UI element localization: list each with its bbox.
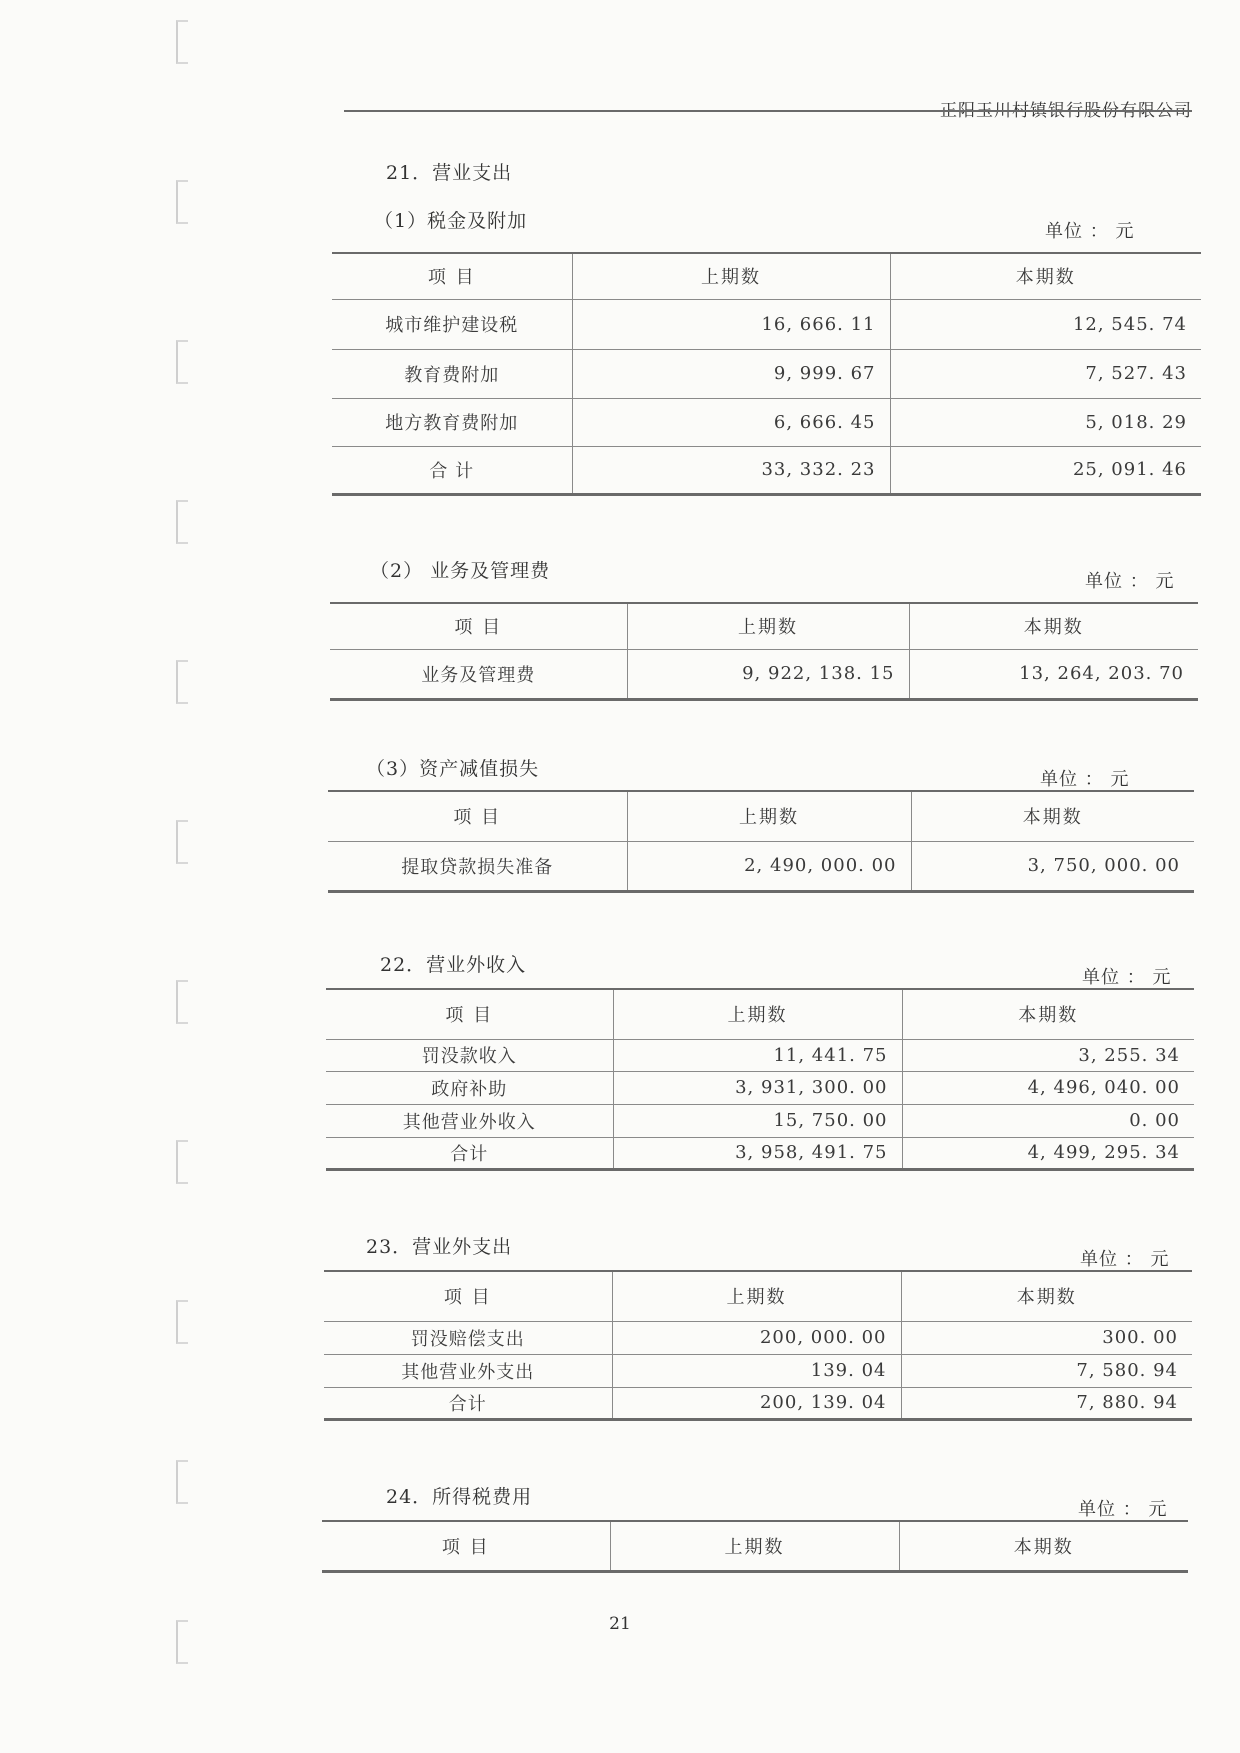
column-header-item: 项 目 <box>328 791 627 841</box>
binding-mark <box>176 1300 188 1344</box>
section-24-title: 24．所得税费用 <box>386 1486 533 1508</box>
column-header-curr: 本期数 <box>899 1521 1188 1571</box>
table-row-total <box>324 1387 1192 1419</box>
unit-label: 单位 ： 元 <box>1040 769 1130 790</box>
column-header-curr: 本期数 <box>909 603 1198 649</box>
section-22-title: 22．营业外收入 <box>380 954 527 976</box>
row-curr: 7, 880. 94 <box>901 1387 1192 1419</box>
binding-mark <box>176 980 188 1024</box>
row-curr: 0. 00 <box>902 1104 1194 1137</box>
row-item: 罚没款收入 <box>326 1039 613 1071</box>
column-header-prev: 上期数 <box>612 1271 901 1321</box>
header-rule <box>344 110 1192 112</box>
column-header-curr: 本期数 <box>911 791 1194 841</box>
binding-mark <box>176 1460 188 1504</box>
row-prev: 139. 04 <box>612 1354 901 1387</box>
table-row <box>326 1071 1194 1104</box>
unit-label: 单位 ： 元 <box>1085 571 1175 592</box>
binding-mark <box>176 340 188 384</box>
section-21-title: 21．营业支出 <box>386 162 513 184</box>
binding-mark <box>176 1140 188 1184</box>
binding-mark <box>176 820 188 864</box>
section-23-title: 23．营业外支出 <box>366 1236 513 1258</box>
business-management-fee-table <box>330 602 1198 701</box>
row-curr: 12, 545. 74 <box>890 299 1201 349</box>
row-prev: 9, 999. 67 <box>572 349 890 398</box>
row-prev: 3, 931, 300. 00 <box>613 1071 902 1104</box>
asset-impairment-loss-table <box>328 790 1194 893</box>
column-header-prev: 上期数 <box>572 253 890 299</box>
row-curr: 7, 527. 43 <box>890 349 1201 398</box>
column-header-item: 项 目 <box>322 1521 610 1571</box>
table-row-total <box>332 446 1201 494</box>
table-row <box>330 649 1198 699</box>
binding-mark <box>176 180 188 224</box>
row-curr: 4, 499, 295. 34 <box>902 1137 1194 1169</box>
row-prev: 11, 441. 75 <box>613 1039 902 1071</box>
page-number: 21 <box>609 1614 631 1634</box>
section-21-1-title: （1）税金及附加 <box>374 210 528 232</box>
row-curr: 13, 264, 203. 70 <box>909 649 1198 699</box>
row-prev: 15, 750. 00 <box>613 1104 902 1137</box>
row-item: 合计 <box>324 1387 612 1419</box>
income-tax-expense-table <box>322 1520 1188 1573</box>
column-header-prev: 上期数 <box>610 1521 899 1571</box>
non-operating-income-table <box>326 988 1194 1171</box>
row-item: 教育费附加 <box>332 349 572 398</box>
table-row-total <box>326 1137 1194 1169</box>
binding-mark <box>176 500 188 544</box>
row-prev: 33, 332. 23 <box>572 446 890 494</box>
row-prev: 6, 666. 45 <box>572 398 890 446</box>
column-header-curr: 本期数 <box>901 1271 1192 1321</box>
row-prev: 200, 000. 00 <box>612 1321 901 1354</box>
table-row <box>332 398 1201 446</box>
section-21-3-title: （3）资产减值损失 <box>366 758 540 780</box>
row-item: 合 计 <box>332 446 572 494</box>
row-curr: 5, 018. 29 <box>890 398 1201 446</box>
table-row <box>326 1104 1194 1137</box>
row-item: 其他营业外支出 <box>324 1354 612 1387</box>
binding-mark <box>176 20 188 64</box>
table-row <box>326 1039 1194 1071</box>
unit-label: 单位 ： 元 <box>1078 1499 1168 1520</box>
row-curr: 7, 580. 94 <box>901 1354 1192 1387</box>
section-21-2-title: （2） 业务及管理费 <box>370 560 551 582</box>
column-header-item: 项 目 <box>326 989 613 1039</box>
row-curr: 3, 750, 000. 00 <box>911 841 1194 891</box>
column-header-curr: 本期数 <box>902 989 1194 1039</box>
row-prev: 16, 666. 11 <box>572 299 890 349</box>
column-header-curr: 本期数 <box>890 253 1201 299</box>
row-item: 合计 <box>326 1137 613 1169</box>
unit-label: 单位 ： 元 <box>1045 221 1135 242</box>
table-row <box>332 349 1201 398</box>
row-curr: 25, 091. 46 <box>890 446 1201 494</box>
table-row <box>332 299 1201 349</box>
row-curr: 300. 00 <box>901 1321 1192 1354</box>
row-prev: 9, 922, 138. 15 <box>627 649 909 699</box>
row-item: 其他营业外收入 <box>326 1104 613 1137</box>
column-header-prev: 上期数 <box>613 989 902 1039</box>
row-item: 业务及管理费 <box>330 649 627 699</box>
table-row <box>324 1321 1192 1354</box>
row-prev: 3, 958, 491. 75 <box>613 1137 902 1169</box>
row-curr: 3, 255. 34 <box>902 1039 1194 1071</box>
column-header-prev: 上期数 <box>627 791 911 841</box>
column-header-item: 项 目 <box>330 603 627 649</box>
row-item: 城市维护建设税 <box>332 299 572 349</box>
table-row <box>328 841 1194 891</box>
row-curr: 4, 496, 040. 00 <box>902 1071 1194 1104</box>
row-prev: 200, 139. 04 <box>612 1387 901 1419</box>
row-item: 地方教育费附加 <box>332 398 572 446</box>
column-header-prev: 上期数 <box>627 603 909 649</box>
table-row <box>324 1354 1192 1387</box>
row-item: 提取贷款损失准备 <box>328 841 627 891</box>
non-operating-expense-table <box>324 1270 1192 1421</box>
company-name-header: 正阳玉川村镇银行股份有限公司 <box>940 101 1192 121</box>
column-header-item: 项 目 <box>324 1271 612 1321</box>
row-prev: 2, 490, 000. 00 <box>627 841 911 891</box>
row-item: 罚没赔偿支出 <box>324 1321 612 1354</box>
binding-mark <box>176 660 188 704</box>
column-header-item: 项 目 <box>332 253 572 299</box>
unit-label: 单位 ： 元 <box>1082 967 1172 988</box>
row-item: 政府补助 <box>326 1071 613 1104</box>
unit-label: 单位 ： 元 <box>1080 1249 1170 1270</box>
taxes-surcharges-table <box>332 252 1201 496</box>
